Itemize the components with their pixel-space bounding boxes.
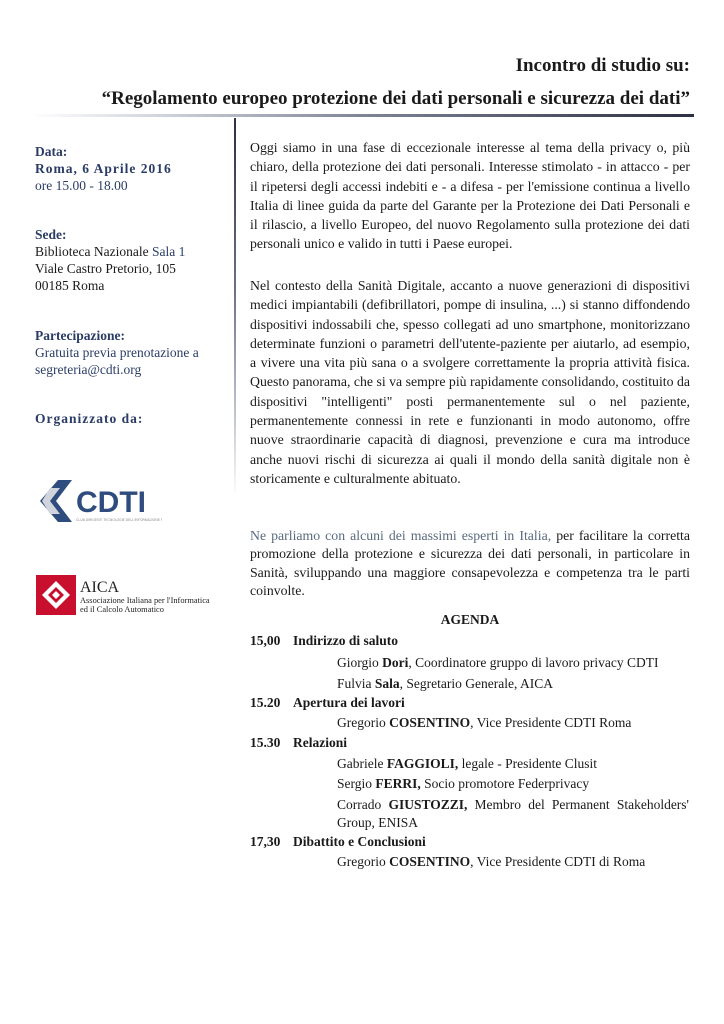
intro-paragraph: Oggi siamo in una fase di eccezionale interesse al tema della privacy o, più chiaro, della protezione dei dati personali. Interesse stimolato - in attacco - per il ripetersi degli accessi indebiti e - a difesa - per l'emissione continua a livello Italia di linee guida da parte del Garante per la Protezione dei Dati Personali e il rilascio, a livello Europeo, del nuovo Regolamento sulla protezione dei dati personali unico e valido in tutti i Paese europei. — [250, 140, 690, 252]
column-divider — [234, 118, 236, 498]
page-title: Incontro di studio su: — [515, 55, 690, 76]
session-time: 15.20 — [250, 695, 281, 710]
session-time: 15,00 — [250, 633, 281, 648]
session-title: Apertura dei lavori — [293, 695, 405, 710]
speaker-ferri: Sergio FERRI, Socio promotore Federprivacy — [337, 776, 590, 791]
organizer-label: Organizzato da: — [35, 411, 144, 426]
speaker-cosentino: Gregorio COSENTINO, Vice Presidente CDTI Roma — [337, 715, 632, 730]
venue-block — [35, 226, 185, 294]
speaker-faggioli: Gabriele FAGGIOLI, legale - Presidente Clusit — [337, 756, 597, 771]
header-divider — [30, 114, 694, 117]
invitation-paragraph — [250, 527, 690, 600]
aica-logo-mark — [36, 575, 236, 619]
aica-wordmark: AICA — [80, 579, 120, 596]
agenda-session-4 — [250, 834, 426, 850]
session-time: 15.30 — [250, 735, 281, 750]
context-paragraph: Nel contesto della Sanità Digitale, accanto a nuove generazioni di dispositivi medici impiantabili (defibrillatori, pompe di insulina, ...) si stanno diffondendo dispositivi indossabili che, spesso collegati ad uno smartphone, monitorizzano determinate funzioni o parametri dell'utente-paziente per aiutarlo, ad esempio, a vivere una vita più sana o a svolgere correttamente la propria attività fisica. Questo panorama, che si va sempre più rapidamente consolidando, costituito da dispositivi "intelligenti" posti permanentemente sul o nel paziente, permanentemente connessi in rete e funzionanti in modo autonomo, offre nuove straordinarie capacità di diagnosi, prevenzione e cura ma introduce anche nuovi rischi di sicurezza ai quali il mondo della sanità digitale non è storicamente e culturalmente abituato. — [250, 278, 690, 486]
aica-logo — [36, 575, 236, 619]
speaker-giustozzi: Corrado GIUSTOZZI, Membro del Permanent Stakeholders' Group, ENISA — [337, 797, 689, 830]
session-title: Dibattito e Conclusioni — [293, 834, 426, 849]
cdti-wordmark: CDTI — [76, 486, 146, 519]
agenda-session-2 — [250, 695, 405, 711]
speaker-cosentino-closing: Gregorio COSENTINO, Vice Presidente CDTI di Roma — [337, 854, 646, 869]
participation-block — [35, 327, 199, 378]
event-time: ore 15.00 - 18.00 — [35, 178, 128, 193]
date-label: Data: — [35, 144, 68, 159]
cdti-tagline: CLUB DIRIGENTI TECNOLOGIE DELL'INFORMAZIONE ROMA — [76, 518, 162, 522]
agenda-session-1 — [250, 633, 398, 649]
venue-room: Sala 1 — [151, 244, 186, 259]
speaker-dori: Giorgio Dori, Coordinatore gruppo di lavoro privacy CDTI — [337, 655, 659, 670]
page-subtitle: “Regolamento europeo protezione dei dati personali e sicurezza dei dati” — [101, 88, 690, 109]
venue-city: 00185 Roma — [35, 278, 105, 293]
session-title: Relazioni — [293, 735, 347, 750]
cdti-logo — [36, 478, 162, 524]
participation-text: Gratuita previa prenotazione a — [35, 345, 199, 360]
venue-line — [35, 243, 185, 260]
aica-tagline-2: ed il Calcolo Automatico — [80, 605, 164, 614]
event-date: Roma, 6 Aprile 2016 — [35, 161, 172, 176]
session-time: 17,30 — [250, 834, 281, 849]
session-title: Indirizzo di saluto — [293, 633, 399, 648]
invitation-lead: Ne parliamo con alcuni dei massimi esperti in Italia, — [250, 528, 552, 543]
cdti-logo-mark — [36, 478, 162, 524]
date-block — [35, 143, 172, 194]
participation-label: Partecipazione: — [35, 328, 125, 343]
agenda-session-3 — [250, 735, 347, 751]
invitation-rest: per facilitare la corretta promozione della protezione e sicurezza dei dati personali, in particolare in Sanità, sviluppando una maggiore consapevolezza e competenza tra le parti coinvolte. — [250, 528, 690, 598]
venue-label: Sede: — [35, 227, 67, 242]
aica-tagline-1: Associazione Italiana per l'Informatica — [80, 596, 210, 605]
speaker-sala: Fulvia Sala, Segretario Generale, AICA — [337, 676, 553, 691]
venue-address: Viale Castro Pretorio, 105 — [35, 261, 176, 276]
participation-email[interactable]: segreteria@cdti.org — [35, 362, 142, 377]
venue-name: Biblioteca Nazionale — [35, 244, 149, 259]
agenda-title: AGENDA — [440, 612, 500, 627]
